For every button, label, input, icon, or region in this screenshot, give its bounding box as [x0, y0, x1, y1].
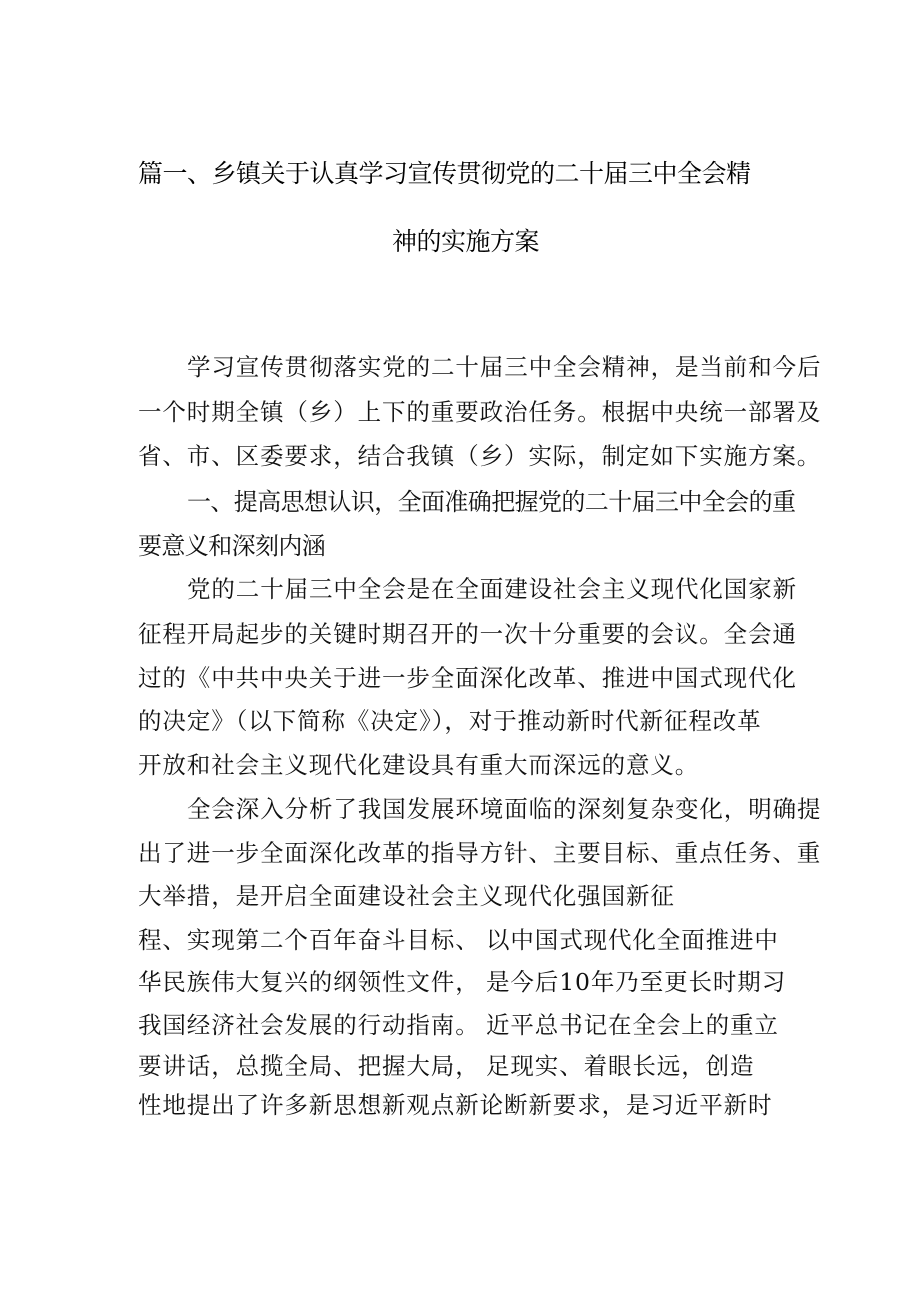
paragraph-line-right: 以中国式现代化全面推进中 — [486, 926, 779, 954]
document-title-line-2: 神的实施方案 — [392, 227, 540, 256]
paragraph-line: 性地提出了许多新思想新观点新论断新要求，是习近平新时 — [138, 1091, 773, 1119]
document-title-line-1: 篇一、乡镇关于认真学习宣传贯彻党的二十届三中全会精 — [138, 159, 751, 188]
paragraph-line-right: 足现实、着眼长远，创造 — [486, 1052, 755, 1080]
paragraph-line: 开放和社会主义现代化建设具有重大而深远的意义。 — [138, 751, 700, 779]
paragraph-line: 大举措，是开启全面建设社会主义现代化强国新征 — [138, 882, 675, 910]
paragraph-line: 全会深入分析了我国发展环境面临的深刻复杂变化，明确提 — [187, 795, 822, 823]
section-heading-line: 一、提高思想认识，全面准确把握党的二十届三中全会的重 — [187, 488, 796, 516]
paragraph-line-left: 华民族伟大复兴的纲领性文件， — [138, 968, 480, 996]
intro-line: 一个时期全镇（乡）上下的重要政治任务。根据中央统一部署及 — [138, 398, 822, 426]
paragraph-line: 过的《中共中央关于进一步全面深化改革、推进中国式现代化 — [138, 664, 797, 692]
paragraph-line: 党的二十届三中全会是在全面建设社会主义现代化国家新 — [187, 575, 797, 603]
paragraph-line: 征程开局起步的关键时期召开的一次十分重要的会议。全会通 — [138, 620, 797, 648]
paragraph-line-left: 要讲话，总揽全局、把握大局， — [138, 1052, 480, 1080]
section-heading-line: 要意义和深刻内涵 — [138, 532, 326, 560]
paragraph-line-left: 我国经济社会发展的行动指南。 — [138, 1011, 480, 1039]
paragraph-line-right: 近平总书记在全会上的重立 — [486, 1011, 779, 1039]
paragraph-line: 出了进一步全面深化改革的指导方针、主要目标、重点任务、重 — [138, 839, 822, 867]
intro-line: 省、市、区委要求，结合我镇（乡）实际，制定如下实施方案。 — [138, 442, 822, 470]
paragraph-line: 的决定》（以下简称《决定》），对于推动新时代新征程改革 — [138, 707, 762, 735]
intro-line: 学习宣传贯彻落实党的二十届三中全会精神，是当前和今后 — [187, 353, 822, 381]
paragraph-line-left: 程、实现第二个百年奋斗目标、 — [138, 926, 480, 954]
paragraph-line-right: 是今后10年乃至更长时期习 — [486, 968, 787, 996]
